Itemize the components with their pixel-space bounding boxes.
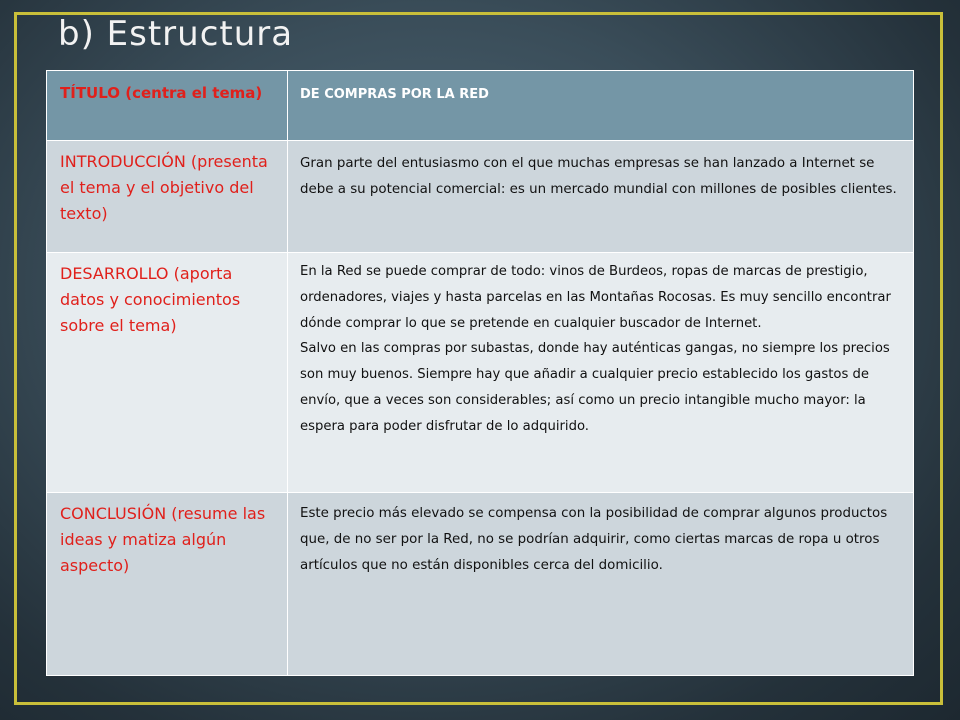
development-label-cell	[47, 253, 288, 493]
table-row	[47, 493, 914, 676]
conclusion-content: Este precio más elevado se compensa con la posibilidad de comprar algunos productos que, de no ser por la Red, no se podrían adquirir, como ciertas marcas de ropa u otros artículos que no están disponibles cerca del domicilio.	[300, 506, 888, 573]
introduction-label: INTRODUCCIÓN	[60, 152, 186, 171]
conclusion-label-cell	[47, 493, 288, 676]
development-paragraph-1: En la Red se puede comprar de todo: vinos de Burdeos, ropas de marcas de prestigio, ordenadores, viajes y hasta parcelas en las Montañas Rocosas. Es muy sencillo encontrar dónde comprar lo que se pretende en cualquier buscador de Internet.	[300, 264, 891, 331]
development-content-cell	[288, 253, 914, 493]
slide-title: b) Estructura	[58, 14, 294, 54]
development-paragraph-2: Salvo en las compras por subastas, donde hay auténticas gangas, no siempre los precios son muy buenos. Siempre hay que añadir a cualquier precio establecido los gastos de envío, que a veces son considerables; así como un precio intangible mucho mayor: la espera para poder disfrutar de lo adquirido.	[300, 341, 890, 434]
title-label: TÍTULO	[60, 84, 120, 102]
table-row	[47, 141, 914, 253]
table-header-row	[47, 71, 914, 141]
conclusion-label: CONCLUSIÓN	[60, 504, 167, 523]
title-content: DE COMPRAS POR LA RED	[300, 87, 489, 102]
development-label-note: (aporta datos y conocimientos sobre el tema)	[60, 264, 241, 335]
table-row	[47, 253, 914, 493]
title-label-cell	[47, 71, 288, 141]
conclusion-content-cell	[288, 493, 914, 676]
introduction-label-note: (presenta el tema y el objetivo del texto)	[60, 152, 268, 223]
title-content-cell	[288, 71, 914, 141]
development-label: DESARROLLO	[60, 264, 169, 283]
introduction-content-cell	[288, 141, 914, 253]
introduction-content: Gran parte del entusiasmo con el que muchas empresas se han lanzado a Internet se debe a su potencial comercial: es un mercado mundial con millones de posibles clientes.	[300, 156, 897, 197]
title-label-note: (centra el tema)	[125, 84, 263, 102]
structure-table	[46, 70, 914, 676]
introduction-label-cell	[47, 141, 288, 253]
conclusion-label-note: (resume las ideas y matiza algún aspecto)	[60, 504, 266, 575]
